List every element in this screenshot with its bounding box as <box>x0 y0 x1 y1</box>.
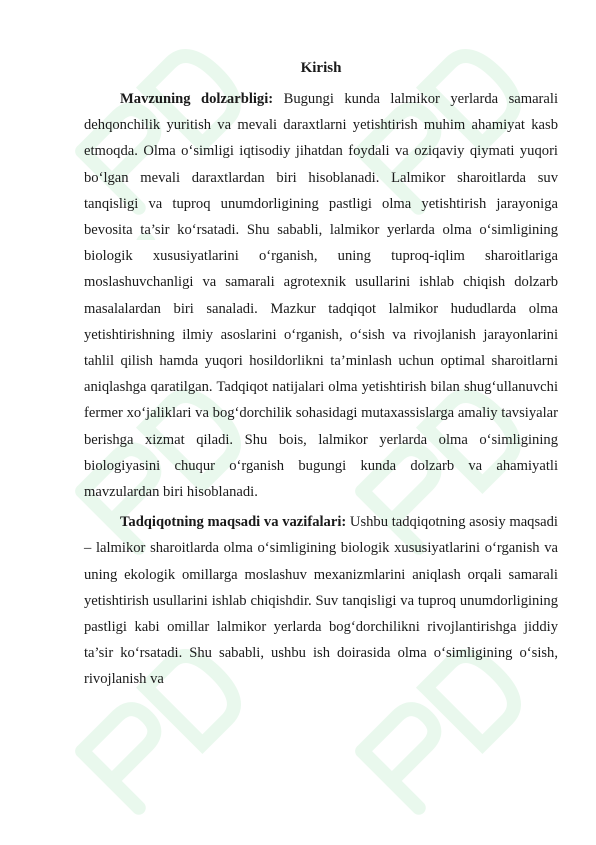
paragraph-body: Ushbu tadqiqotning asosiy maqsadi – lalmikor sharoitlarda olma o‘simligining biologik xususiyatlarini o‘rganish va uning ekologik omillarga moslashuv mexanizmlarini aniqlash orqali samarali yetishtirish usullarini ishlab chiqishdir. Suv tanqisligi va tuproq unumdorligining pastligi kabi omillar lalmikor yerlarda bog‘dorchilikni rivojlantirishga jiddiy ta’sir ko‘rsatadi. Shu sababli, ushbu ish doirasida olma o‘simligining o‘sish, rivojlanish va <box>84 514 558 688</box>
page-title: Kirish <box>300 60 342 76</box>
document-page <box>84 58 558 693</box>
paragraph-goals <box>84 509 558 692</box>
paragraph-body: Bugungi kunda lalmikor yerlarda samarali dehqonchilik yuritish va mevali daraxtlarni yetishtirish muhim ahamiyat kasb etmoqda. Olma o‘simligi iqtisodiy jihatdan foydali va oziqaviy qiymati yuqori bo‘lgan mevali daraxtlardan biri hisoblanadi. Lalmikor sharoitlarda suv tanqisligi va tuproq unumdorligining pastligi olma yetishtirish jarayoniga bevosita ta’sir ko‘rsatadi. Shu sababli, lalmikor yerlarda olma o‘simligining biologik xususiyatlarini o‘rganish, uning tuproq-iqlim sharoitlariga moslashuvchanligi va samarali agrotexnik usullarini ishlab chiqish dolzarb masalalardan biri sanaladi. Mazkur tadqiqot lalmikor hududlarda olma yetishtirishning ilmiy asoslarini o‘rganish, o‘sish va rivojlanish jarayonlarini tahlil qilish hamda yuqori hosildorlikni ta’minlash uchun optimal sharoitlarni aniqlashga qaratilgan. Tadqiqot natijalari olma yetishtirish bilan shug‘ullanuvchi fermer xo‘jaliklari va bog‘dorchilik sohasidagi mutaxassislarga amaliy tavsiyalar berishga xizmat qiladi. Shu bois, lalmikor yerlarda olma o‘simligining biologiyasini chuqur o‘rganish bugungi kunda dolzarb va ahamiyatli mavzulardan biri hisoblanadi. <box>84 91 558 501</box>
paragraph-heading: Mavzuning dolzarbligi: <box>120 91 274 107</box>
paragraph-heading: Tadqiqotning maqsadi va vazifalari: <box>120 514 347 531</box>
paragraph-relevance <box>84 86 558 505</box>
